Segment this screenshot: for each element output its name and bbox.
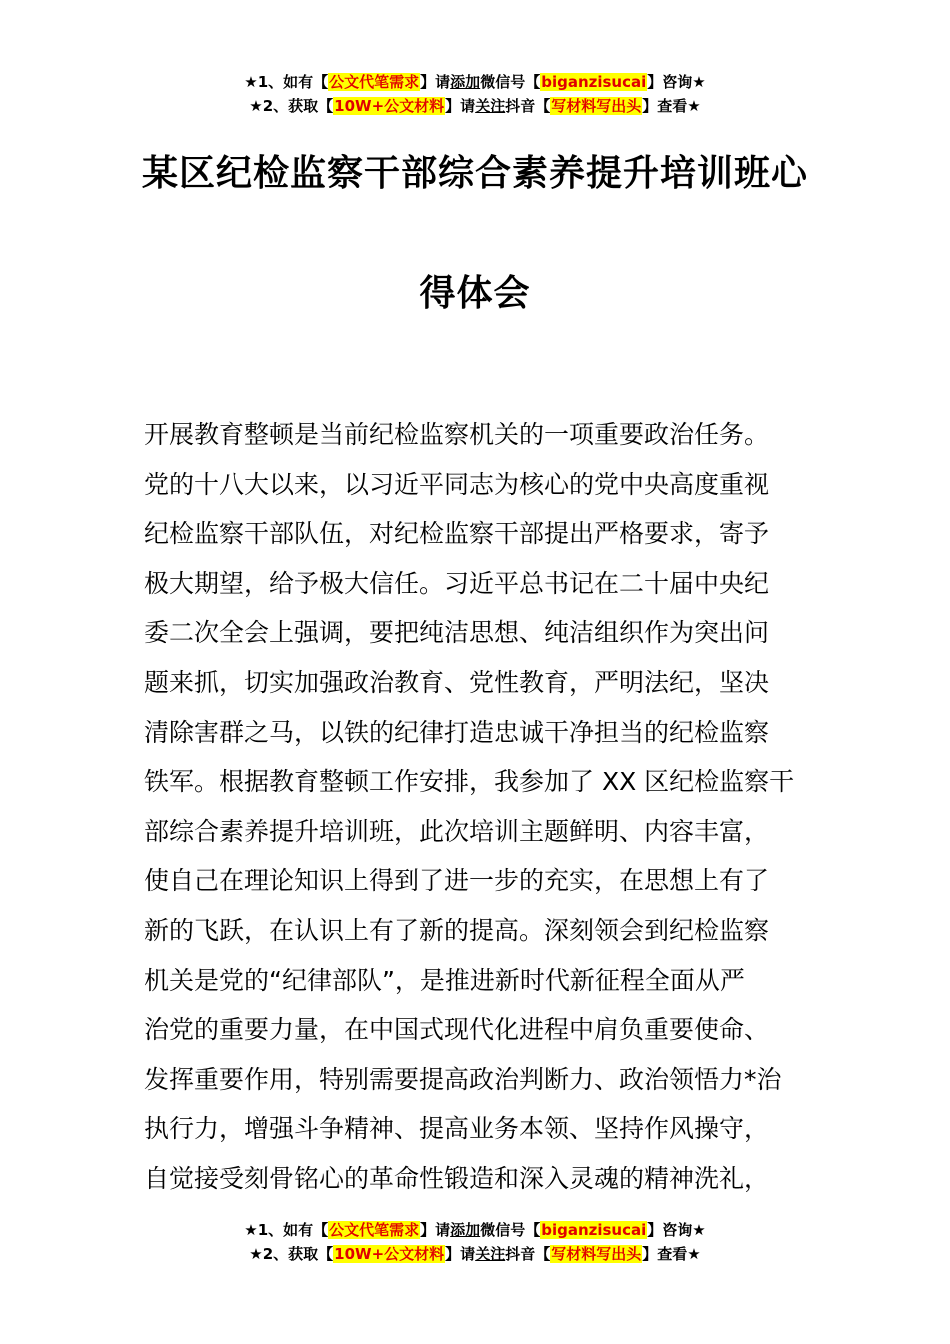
- banner-text: 】咨询: [647, 1221, 693, 1239]
- bottom-banner: [0, 1218, 950, 1266]
- body-line: 新的飞跃，在认识上有了新的提高。深刻领会到纪检监察: [144, 915, 770, 945]
- highlight-text: 10W+公文材料: [334, 1245, 445, 1263]
- star-icon: ★: [692, 1221, 706, 1239]
- banner-text: 1、如有【: [257, 73, 329, 91]
- underlined-text: 关注: [475, 97, 506, 115]
- body-line: 党的十八大以来，以习近平同志为核心的党中央高度重视: [144, 469, 770, 499]
- body-line: 开展教育整顿是当前纪检监察机关的一项重要政治任务。: [144, 420, 770, 449]
- star-icon: ★: [244, 73, 258, 91]
- body-line: 纪检监察干部队伍，对纪检监察干部提出严格要求，寄予: [144, 519, 770, 549]
- body-line: 委二次全会上强调，要把纯洁思想、纯洁组织作为突出问: [144, 618, 770, 648]
- star-icon: ★: [249, 1245, 263, 1263]
- star-icon: ★: [687, 97, 701, 115]
- underlined-text: 添加: [450, 73, 481, 91]
- document-body: [144, 410, 808, 1204]
- banner-text: 2、获取【: [262, 97, 334, 115]
- highlight-text: biganzisucai: [541, 73, 647, 91]
- star-icon: ★: [244, 1221, 258, 1239]
- body-line: 极大期望，给予极大信任。习近平总书记在二十届中央纪: [144, 568, 770, 598]
- banner-text: 微信号【: [480, 73, 541, 91]
- highlight-text: 10W+公文材料: [334, 97, 445, 115]
- body-line: 清除害群之马，以铁的纪律打造忠诚干净担当的纪检监察: [144, 717, 770, 747]
- body-line: 自觉接受刻骨铭心的革命性锻造和深入灵魂的精神洗礼，: [144, 1163, 770, 1193]
- banner-line-2: [0, 1242, 950, 1266]
- banner-text: 】咨询: [647, 73, 693, 91]
- body-line: 机关是党的“纪律部队”，是推进新时代新征程全面从严: [144, 965, 745, 995]
- body-line: 使自己在理论知识上得到了进一步的充实，在思想上有了: [144, 866, 770, 896]
- banner-text: 抖音【: [505, 1245, 551, 1263]
- underlined-text: 添加: [450, 1221, 481, 1239]
- body-line: 治党的重要力量，在中国式现代化进程中肩负重要使命、: [144, 1015, 770, 1045]
- banner-text: 】请: [445, 1245, 476, 1263]
- banner-line-2: [0, 94, 950, 118]
- body-line: 部综合素养提升培训班，此次培训主题鲜明、内容丰富，: [144, 816, 770, 846]
- banner-text: 1、如有【: [257, 1221, 329, 1239]
- body-line: 发挥重要作用，特别需要提高政治判断力、政治领悟力*治: [144, 1064, 782, 1094]
- banner-text: 抖音【: [505, 97, 551, 115]
- top-banner: [0, 70, 950, 118]
- banner-text: 】请: [420, 73, 451, 91]
- banner-line-1: [0, 70, 950, 94]
- banner-line-1: [0, 1218, 950, 1242]
- highlight-text: 公文代笔需求: [329, 73, 420, 91]
- star-icon: ★: [249, 97, 263, 115]
- banner-text: 】请: [420, 1221, 451, 1239]
- banner-text: 】查看: [642, 1245, 688, 1263]
- body-line: 执行力，增强斗争精神、提高业务本领、坚持作风操守，: [144, 1114, 770, 1144]
- body-line: 铁军。根据教育整顿工作安排，我参加了 XX 区纪检监察干: [144, 767, 795, 797]
- star-icon: ★: [687, 1245, 701, 1263]
- body-line: 题来抓，切实加强政治教育、党性教育，严明法纪，坚决: [144, 667, 770, 697]
- highlight-text: 写材料写出头: [551, 97, 642, 115]
- banner-text: 】查看: [642, 97, 688, 115]
- star-icon: ★: [692, 73, 706, 91]
- banner-text: 2、获取【: [262, 1245, 334, 1263]
- highlight-text: 写材料写出头: [551, 1245, 642, 1263]
- document-title-line-2: 得体会: [419, 273, 531, 314]
- banner-text: 】请: [445, 97, 476, 115]
- highlight-text: biganzisucai: [541, 1221, 647, 1239]
- underlined-text: 关注: [475, 1245, 506, 1263]
- document-title-line-1: 某区纪检监察干部综合素养提升培训班心: [141, 153, 808, 194]
- banner-text: 微信号【: [480, 1221, 541, 1239]
- highlight-text: 公文代笔需求: [329, 1221, 420, 1239]
